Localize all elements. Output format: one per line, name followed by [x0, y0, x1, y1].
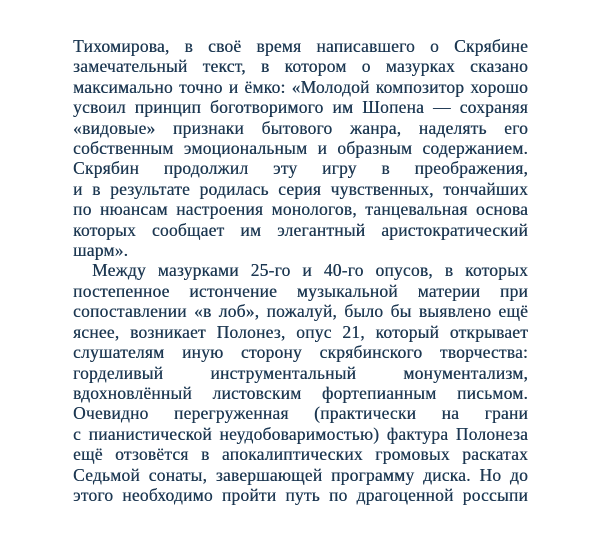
text-line: постепенное истончение музыкальной материи при — [73, 280, 528, 301]
text-line: по нюансам настроения монологов, танцевальная основа — [73, 199, 528, 220]
text-line: «видовые» признаки бытового жанра, наделять его — [73, 117, 528, 138]
text-line: сопоставлении «в лоб», пожалуй, было бы выявлено ещё — [73, 301, 528, 322]
text-line: Между мазурками 25-го и 40-го опусов, в которых — [92, 260, 528, 281]
text-line: замечательный текст, в котором о мазурках сказано — [73, 56, 528, 77]
text-line: Седьмой сонаты, завершающей программу диска. Но до — [73, 464, 528, 485]
text-line: собственным эмоциональным и образным содержанием. — [73, 138, 528, 159]
text-line: горделивый инструментальный монументализм, — [73, 362, 528, 383]
text-line: и в результате родилась серия чувственных, тончайших — [73, 178, 528, 199]
text-line: Тихомирова, в своё время написавшего о Скрябине — [73, 36, 528, 56]
text-line: Очевидно перегруженная (практически на грани — [73, 403, 528, 424]
text-line: этого необходимо пройти путь по драгоценной россыпи — [73, 484, 528, 505]
text-line: слушателям иную сторону скрябинского творчества: — [73, 342, 528, 363]
text-line: вдохновлённый листовским фортепианным письмом. — [73, 382, 528, 403]
text-line: Скрябин продолжил эту игру в преображения, — [73, 158, 528, 179]
text-line: усвоил принцип боготворимого им Шопена — сохраняя — [73, 97, 528, 118]
text-block — [73, 36, 528, 505]
text-line: яснее, возникает Полонез, опус 21, который открывает — [73, 321, 528, 342]
text-line: максимально точно и ёмко: «Молодой композитор хорошо — [73, 76, 528, 97]
text-line: с пианистической неудобоваримостью) фактура Полонеза — [73, 423, 528, 444]
text-line: ещё отзовётся в апокалиптических громовых раскатах — [73, 444, 528, 465]
text-line: которых сообщает им элегантный аристократический — [73, 219, 528, 240]
text-line: шарм». — [73, 240, 129, 261]
